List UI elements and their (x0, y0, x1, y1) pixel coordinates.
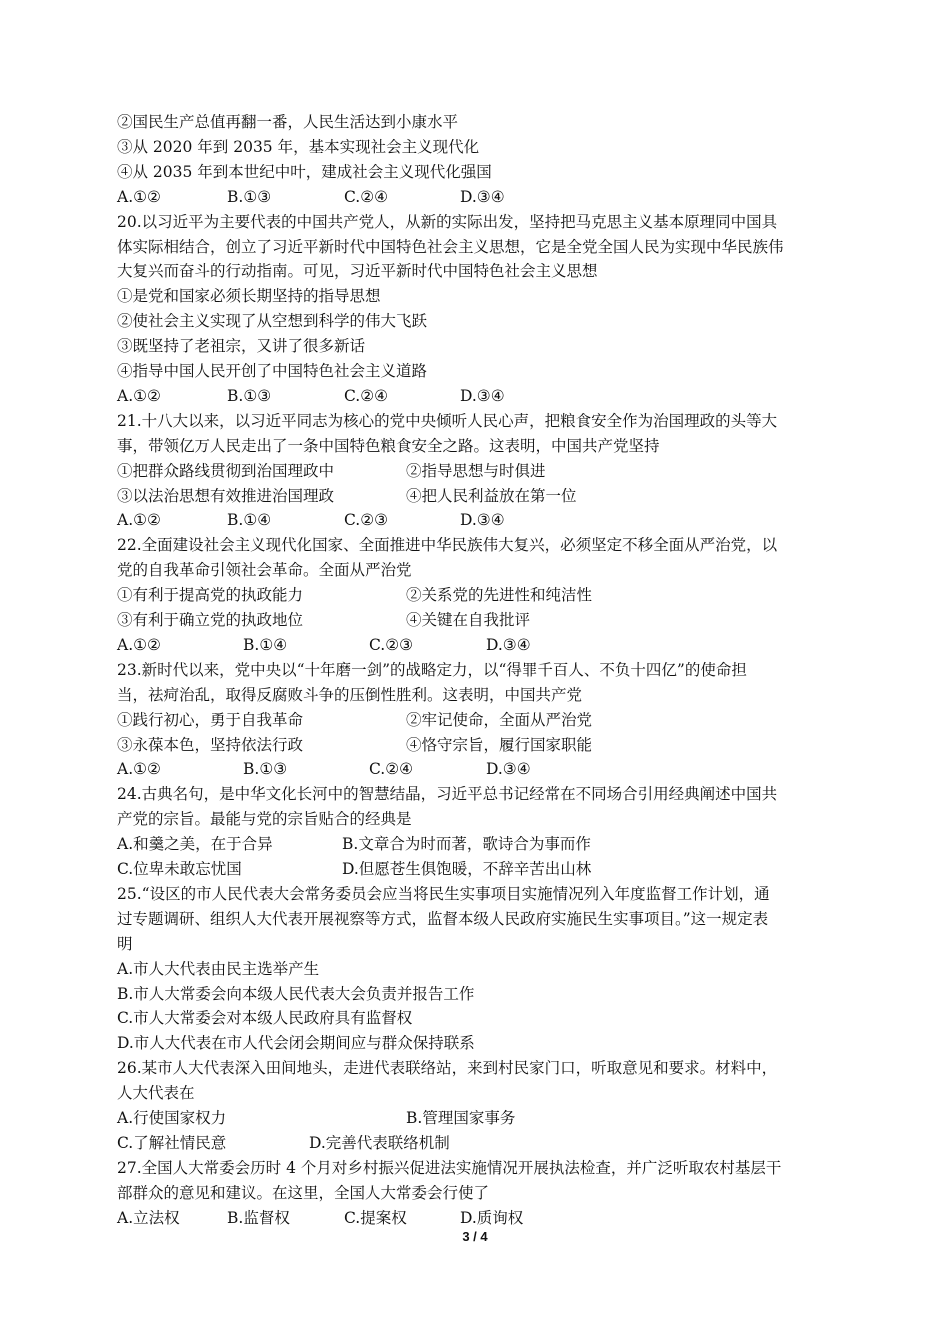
text-line: ②国民生产总值再翻一番，人民生活达到小康水平 (117, 113, 459, 131)
option-item: ④恪守宗旨，履行国家职能 (406, 735, 593, 754)
option-item: C.②④ (344, 386, 389, 405)
text-line: 24.古典名句，是中华文化长河中的智慧结晶，习近平总书记经常在不同场合引用经典阐述中国共 (117, 785, 778, 804)
option-item: A.①② (117, 386, 161, 405)
text-line: 27.全国人大常委会历时 4 个月对乡村振兴促进法实施情况开展执法检查，并广泛听取农村基层干 (117, 1158, 782, 1177)
option-item: D.③④ (460, 187, 505, 206)
option-item: D.③④ (486, 635, 531, 654)
text-line: 21.十八大以来，以习近平同志为核心的党中央倾听人民心声，把粮食安全作为治国理政的头等大 (117, 411, 778, 430)
option-item: D.③④ (486, 760, 531, 779)
option-item: D.完善代表联络机制 (309, 1133, 450, 1152)
option-item: ③永葆本色，坚持依法行政 (117, 735, 304, 754)
option-item: A.和羹之美，在于合异 (117, 835, 273, 854)
option-item: ①有利于提高党的执政能力 (117, 586, 304, 605)
option-item: D.③④ (460, 386, 505, 405)
option-item: A.①② (117, 760, 161, 779)
option-item: ②牢记使命，全面从严治党 (406, 710, 593, 729)
option-item: C.提案权 (344, 1208, 407, 1227)
option-item: D.③④ (460, 511, 505, 530)
text-line: ④从 2035 年到本世纪中叶，建成社会主义现代化强国 (117, 162, 492, 181)
option-item: B.监督权 (227, 1208, 290, 1227)
text-line: 产党的宗旨。最能与党的宗旨贴合的经典是 (117, 810, 412, 829)
text-line: 20.以习近平为主要代表的中国共产党人，从新的实际出发，坚持把马克思主义基本原理同中国具 (117, 212, 778, 231)
text-line: ③既坚持了老祖宗，又讲了很多新话 (117, 337, 366, 356)
option-item: C.②③ (369, 635, 414, 654)
option-item: ①践行初心，勇于自我革命 (117, 710, 304, 729)
option-item: A.立法权 (117, 1208, 180, 1227)
option-item: ②关系党的先进性和纯洁性 (406, 586, 593, 605)
option-item: A.①② (117, 187, 161, 206)
option-item: C.了解社情民意 (117, 1133, 227, 1152)
option-item: B.①④ (243, 635, 288, 654)
option-item: D.但愿苍生俱饱暖，不辞辛苦出山林 (342, 860, 592, 878)
option-item: ①把群众路线贯彻到治国理政中 (117, 461, 335, 480)
text-line: B.市人大常委会向本级人民代表大会负责并报告工作 (117, 984, 475, 1003)
text-line: 大复兴而奋斗的行动指南。可见，习近平新时代中国特色社会主义思想 (117, 262, 598, 281)
option-item: ③有利于确立党的执政地位 (117, 611, 304, 629)
option-item: C.②④ (344, 187, 389, 206)
text-line: 部群众的意见和建议。在这里，全国人大常委会行使了 (117, 1183, 490, 1202)
option-item: C.②③ (344, 511, 389, 530)
option-item: A.①② (117, 635, 161, 654)
text-line: ②使社会主义实现了从空想到科学的伟大飞跃 (117, 312, 428, 331)
option-item: A.行使国家权力 (117, 1109, 227, 1127)
option-item: C.②④ (369, 760, 414, 779)
option-item: B.①③ (243, 760, 288, 779)
text-line: 当，祛疴治乱，取得反腐败斗争的压倒性胜利。这表明，中国共产党 (117, 685, 583, 704)
option-item: B.①④ (227, 511, 272, 530)
text-line: 25.“设区的市人民代表大会常务委员会应当将民生实事项目实施情况列入年度监督工作计划，通 (117, 884, 770, 903)
text-line: 党的自我革命引领社会革命。全面从严治党 (117, 561, 412, 580)
option-item: A.①② (117, 511, 161, 530)
option-item: B.管理国家事务 (406, 1109, 516, 1127)
text-line: 体实际相结合，创立了习近平新时代中国特色社会主义思想，它是全党全国人民为实现中华民族伟 (117, 237, 784, 256)
text-line: 过专题调研、组织人大代表开展视察等方式，监督本级人民政府实施民生实事项目。”这一规定表 (117, 909, 769, 928)
text-line: 事，带领亿万人民走出了一条中国特色粮食安全之路。这表明，中国共产党坚持 (117, 436, 660, 455)
option-item: B.文章合为时而著，歌诗合为事而作 (342, 835, 591, 854)
option-item: B.①③ (227, 187, 272, 206)
option-item: C.位卑未敢忘忧国 (117, 860, 242, 878)
option-item: ④把人民利益放在第一位 (406, 486, 577, 505)
option-item: D.质询权 (460, 1208, 524, 1227)
text-line: ③从 2020 年到 2035 年，基本实现社会主义现代化 (117, 137, 480, 156)
text-line: 明 (117, 934, 133, 953)
text-line: 26.某市人大代表深入田间地头，走进代表联络站，来到村民家门口，听取意见和要求。材料中， (117, 1059, 778, 1078)
text-line: ①是党和国家必须长期坚持的指导思想 (117, 287, 381, 306)
option-item: ③以法治思想有效推进治国理政 (117, 486, 335, 505)
text-line: A.市人大代表由民主选举产生 (117, 959, 320, 978)
option-item: ④关键在自我批评 (406, 611, 531, 629)
text-line: 人大代表在 (117, 1084, 195, 1103)
option-item: B.①③ (227, 386, 272, 405)
option-item: ②指导思想与时俱进 (406, 461, 546, 480)
text-line: ④指导中国人民开创了中国特色社会主义道路 (117, 362, 428, 380)
page-number: 3 / 4 (462, 1229, 488, 1244)
text-line: D.市人大代表在市人代会闭会期间应与群众保持联系 (117, 1034, 475, 1053)
text-line: C.市人大常委会对本级人民政府具有监督权 (117, 1009, 413, 1028)
text-line: 23.新时代以来，党中央以“十年磨一剑”的战略定力，以“得罪千百人、不负十四亿”的使命担 (117, 660, 747, 679)
text-line: 22.全面建设社会主义现代化国家、全面推进中华民族伟大复兴，必须坚定不移全面从严治党，以 (117, 536, 778, 555)
